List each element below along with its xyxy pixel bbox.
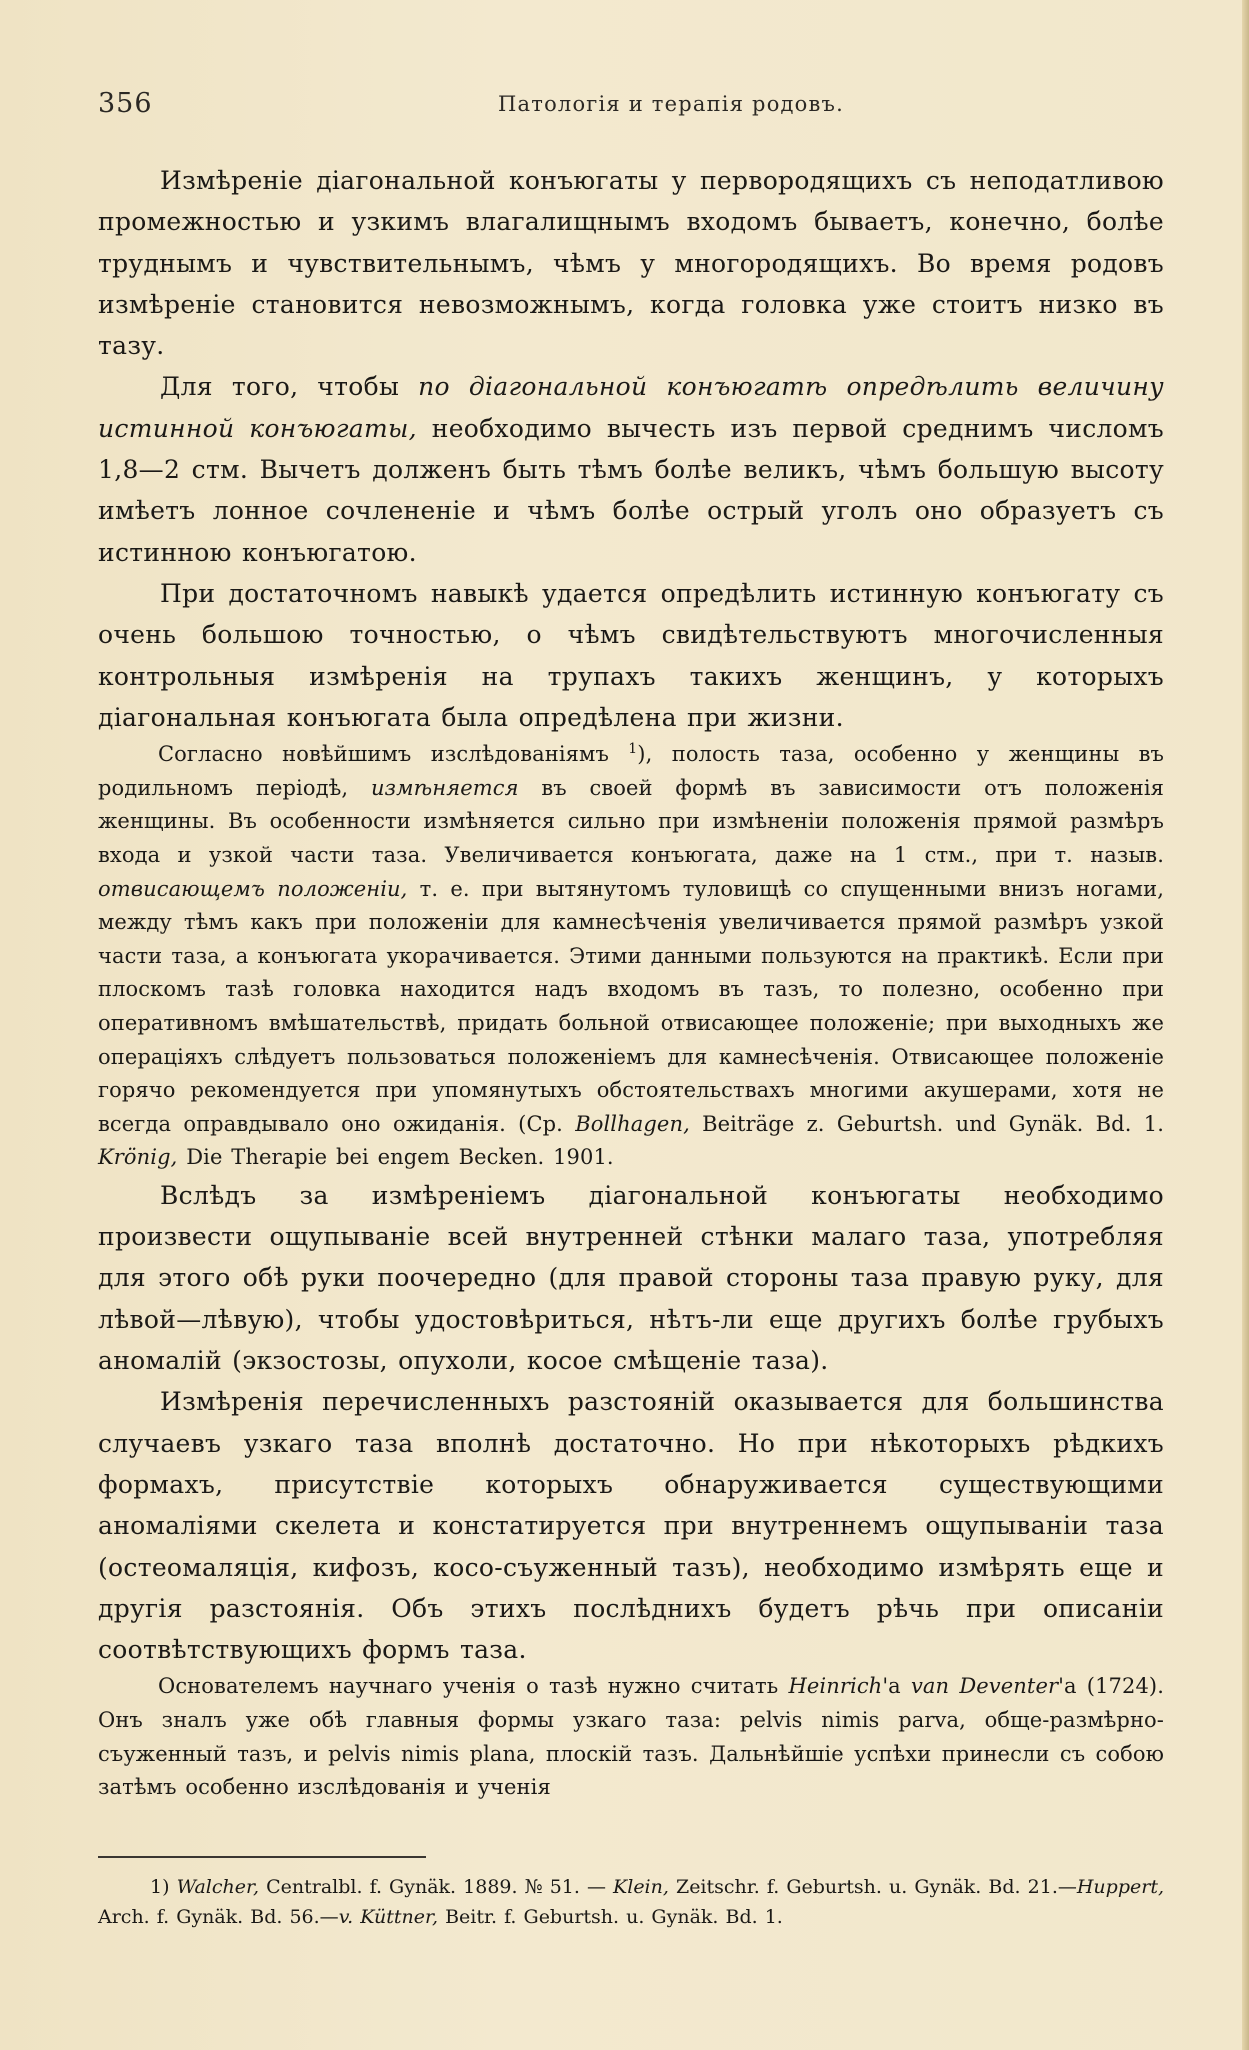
text-run: Beiträge z. Geburtsh. und Gynäk. Bd. 1. xyxy=(689,1111,1164,1136)
italic-run: v. Küttner, xyxy=(338,1906,439,1928)
page-header xyxy=(98,88,1164,122)
paragraph-3: При достаточномъ навыкѣ удается опредѣлить истинную конъюгату съ очень большою точностью, о чѣмъ свидѣтельствуютъ многочисленныя контрольныя измѣренія на трупахъ такихъ женщинъ, у которыхъ діагональная конъюгата была опредѣлена при жизни. xyxy=(98,578,1164,732)
body-text xyxy=(98,160,1164,1805)
text-run: Согласно новѣйшимъ изслѣдованіямъ xyxy=(158,742,629,767)
text-run: 'а xyxy=(882,1674,911,1699)
footnote xyxy=(98,1872,1164,1932)
footnote-marker: 1) xyxy=(150,1876,170,1898)
italic-run: отвисающемъ положеніи, xyxy=(98,876,408,901)
italic-run: van Deventer xyxy=(910,1674,1059,1699)
paragraph-2 xyxy=(98,366,1164,572)
running-head: Патологія и терапія родовъ. xyxy=(498,92,844,116)
text-run: Beitr. f. Geburtsh. u. Gynäk. Bd. 1. xyxy=(438,1906,783,1928)
italic-run: Krönig, xyxy=(98,1145,178,1170)
paragraph-6: Измѣренія перечисленныхъ разстояній оказывается для большинства случаевъ узкаго таза вполнѣ достаточно. Но при нѣкоторыхъ рѣдкихъ формахъ, присутствіе которыхъ обнаруживается существующими аномаліями скелета и констатируется при внутреннемъ ощупываніи таза (остеомаляція, кифозъ, косо-съуженный тазъ), необходимо измѣрять еще и другія разстоянія. Объ этихъ послѣднихъ будетъ рѣчь при описаніи соотвѣтствующихъ формъ таза. xyxy=(98,1387,1164,1665)
italic-run: Heinrich xyxy=(788,1674,883,1699)
text-run: Zeitschr. f. Geburtsh. u. Gynäk. Bd. 21.— xyxy=(668,1876,1077,1898)
italic-run: Walcher, xyxy=(176,1876,260,1898)
text-run: т. е. при вытянутомъ туловищѣ со спущенными внизъ ногами, между тѣмъ какъ при положеніи для камнесѣченія увеличивается прямой размѣръ узкой части таза, а конъюгата укорачивается. Этими данными пользуются на практикѣ. Если при плоскомъ тазѣ головка находится надъ входомъ въ тазъ, то полезно, особенно при оперативномъ вмѣшательствѣ, придать больной отвисающее положеніе; при выходныхъ же операціяхъ слѣдуетъ пользоваться положеніемъ для камнесѣченія. Отвисающее положеніе горячо рекомендуется при упомянутыхъ обстоятельствахъ многими акушерами, хотя не всегда оправдывало оно ожиданія. (Ср. xyxy=(98,876,1164,1136)
text-run: Arch. f. Gynäk. Bd. 56.— xyxy=(98,1906,339,1928)
text-run: Die Therapie bei engem Becken. 1901. xyxy=(177,1145,614,1170)
italic-run: Klein, xyxy=(613,1876,669,1898)
text-run: необходимо вычесть изъ первой среднимъ числомъ 1,8—2 стм. Вычетъ долженъ быть тѣмъ болѣе великъ, чѣмъ большую высоту имѣетъ лонное сочлененіе и чѣмъ болѣе острый уголъ оно образуетъ съ истинною конъюгатою. xyxy=(98,413,1164,567)
footnote-reference: 1 xyxy=(628,741,638,758)
text-run: ), полость таза, особенно у женщины въ родильномъ періодѣ, xyxy=(98,742,1164,800)
paragraph-1: Измѣреніе діагональной конъюгаты у первородящихъ съ неподатливою промежностью и узкимъ влагалищнымъ входомъ бываетъ, конечно, болѣе труднымъ и чувствительнымъ, чѣмъ у многородящихъ. Во время родовъ измѣреніе становится невозможнымъ, когда головка уже стоитъ низко въ тазу. xyxy=(98,166,1164,361)
paragraph-5: Вслѣдъ за измѣреніемъ діагональной конъюгаты необходимо произвести ощупываніе всей внутренней стѣнки малаго таза, употребляя для этого обѣ руки поочередно (для правой стороны таза правую руку, для лѣвой—лѣвую), чтобы удостовѣриться, нѣтъ-ли еще другихъ болѣе грубыхъ аномалій (экзостозы, опухоли, косое смѣщеніе таза). xyxy=(98,1180,1164,1376)
text-run: Для того, чтобы xyxy=(160,372,419,402)
paragraph-4-small-print xyxy=(98,738,1164,1175)
page-number: 356 xyxy=(98,88,153,119)
footnote-divider xyxy=(98,1856,426,1858)
page-edge xyxy=(1242,0,1249,2050)
paragraph-7-small-print xyxy=(98,1670,1164,1804)
text-run: 'а (1724). Онъ зналъ уже обѣ главныя формы узкаго таза: pelvis nimis parva, обще-размѣрно-съуженный тазъ, и pelvis nimis plana, плоскій тазъ. Дальнѣйшіе успѣхи принесли съ собою затѣмъ особенно изслѣдованія и ученія xyxy=(98,1674,1164,1800)
italic-run: по діагональной конъюгатѣ опредѣлить величину истинной конъюгаты, xyxy=(98,372,1164,443)
text-run: въ своей формѣ въ зависимости отъ положенія женщины. Въ особенности измѣняется сильно при измѣненіи положенія прямой размѣръ входа и узкой части таза. Увеличивается конъюгата, даже на 1 стм., при т. назыв. xyxy=(98,775,1164,867)
italic-run: измѣняется xyxy=(370,775,519,800)
italic-run: Huppert, xyxy=(1076,1876,1164,1898)
text-run: Основателемъ научнаго ученія о тазѣ нужно считать xyxy=(158,1674,789,1699)
text-run: Centralbl. f. Gynäk. 1889. № 51. — xyxy=(259,1876,614,1898)
italic-run: Bollhagen, xyxy=(575,1111,690,1136)
